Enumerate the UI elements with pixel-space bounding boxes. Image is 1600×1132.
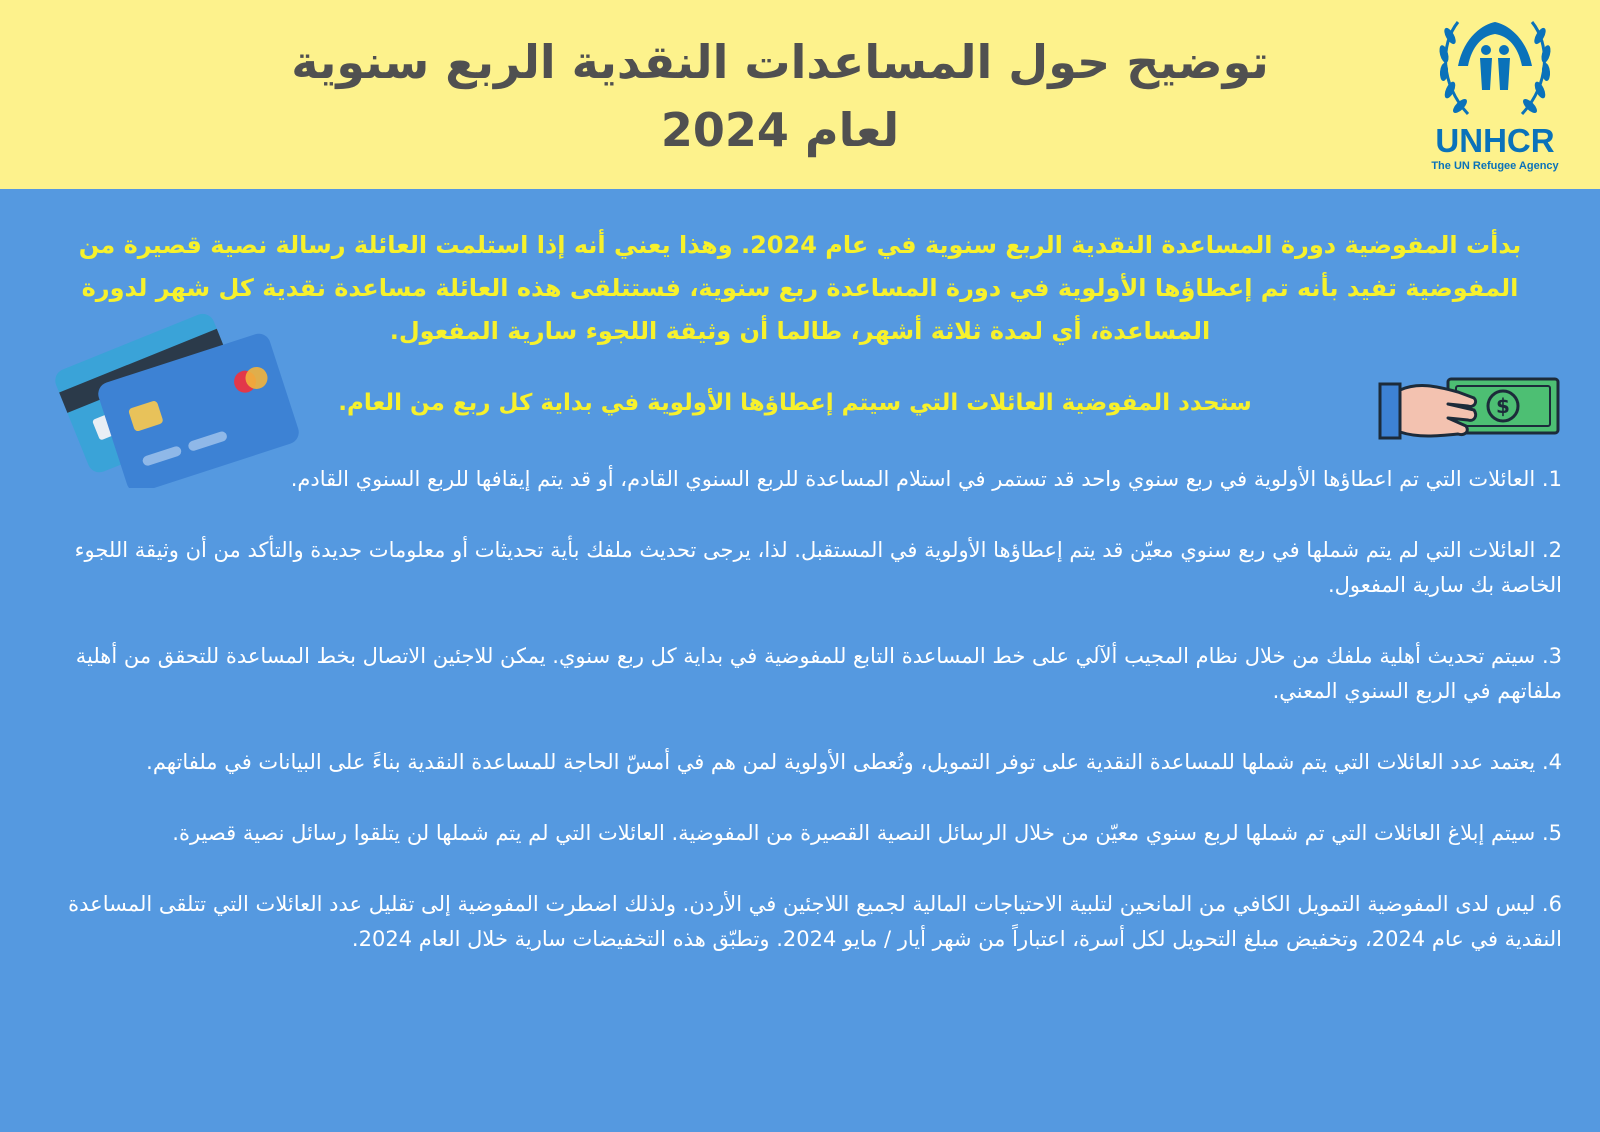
header-banner [0, 0, 1600, 189]
title-line-2: لعام 2024 [660, 103, 900, 157]
intro-paragraph: بدأت المفوضية دورة المساعدة النقدية الربع سنوية في عام 2024. وهذا يعني أنه إذا استلمت العائلة رسالة نصية قصيرة من المفوضية تفيد بأنه تم إعطاؤها الأولوية في دورة المساعدة ربع سنوية، فستتلقى هذه العائلة مساعدة نقدية كل شهر لدورة المساعدة، أي لمدة ثلاثة أشهر، طالما أن وثيقة اللجوء سارية المفعول. [78, 231, 1522, 345]
list-item: 1. العائلات التي تم اعطاؤها الأولوية في ربع سنوي واحد قد تستمر في استلام المساعدة للربع السنوي القادم، أو قد يتم إيقافها للربع السنوي القادم. [290, 467, 1562, 491]
svg-text:$: $ [1496, 394, 1510, 418]
logo-tagline: The UN Refugee Agency [1431, 160, 1559, 172]
page-title [260, 28, 1300, 164]
unhcr-emblem-icon [1428, 14, 1562, 126]
info-list [42, 462, 1562, 993]
list-item: 3. سيتم تحديث أهلية ملفك من خلال نظام المجيب ألآلي على خط المساعدة التابع للمفوضية في بداية كل ربع سنوي. يمكن للاجئين الاتصال بخط المساعدة للتحقق من أهلية ملفاتهم في الربع السنوي المعني. [75, 644, 1562, 703]
list-item: 6. ليس لدى المفوضية التمويل الكافي من المانحين لتلبية الاحتياجات المالية لجميع اللاجئين في الأردن. ولذلك اضطرت المفوضية إلى تقليل عدد العائلات التي تتلقى المساعدة النقدية في عام 2024، وتخفيض مبلغ التحويل لكل أسرة، اعتباراً من شهر أيار / مايو 2024. وتطبّق هذه التخفيضات سارية خلال العام 2024. [68, 892, 1562, 951]
list-item: 4. يعتمد عدد العائلات التي يتم شملها للمساعدة النقدية على توفر التمويل، وتُعطى الأولوية لمن هم في أمسّ الحاجة للمساعدة النقدية بناءً على البيانات في ملفاتهم. [146, 750, 1562, 774]
title-line-1: توضيح حول المساعدات النقدية الربع سنوية [291, 35, 1269, 89]
unhcr-logo [1420, 14, 1570, 174]
logo-wordmark: UNHCR [1435, 122, 1555, 159]
hand-with-money-icon [1378, 376, 1562, 446]
quarterly-priority-note: ستحدد المفوضية العائلات التي سيتم إعطاؤها الأولوية في بداية كل ربع من العام. [338, 390, 1252, 416]
list-item: 5. سيتم إبلاغ العائلات التي تم شملها لربع سنوي معيّن من خلال الرسائل النصية القصيرة من المفوضية. العائلات التي لم يتم شملها لن يتلقوا رسائل نصية قصيرة. [172, 821, 1562, 845]
list-item: 2. العائلات التي لم يتم شملها في ربع سنوي معيّن قد يتم إعطاؤها الأولوية في المستقبل. لذا، يرجى تحديث ملفك بأية تحديثات أو معلومات جديدة والتأكد من أن وثيقة اللجوء الخاصة بك سارية المفعول. [74, 538, 1562, 597]
